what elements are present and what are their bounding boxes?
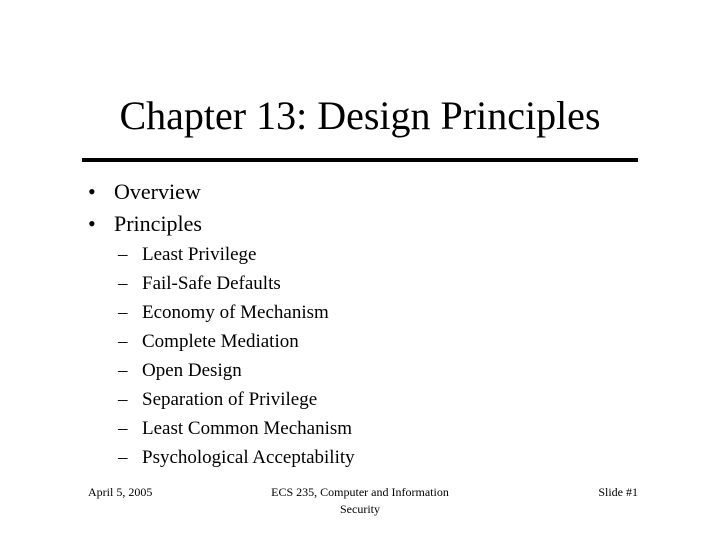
sub-bullet-text: Open Design [142, 360, 242, 381]
bullet-glyph: • [88, 179, 96, 204]
sub-bullet-text: Complete Mediation [142, 331, 299, 352]
footer-course-text: ECS 235, Computer and Information Security [271, 485, 449, 516]
list-item [88, 176, 648, 208]
sub-list-item [88, 298, 648, 327]
bullet-list [88, 176, 648, 472]
dash-glyph: – [118, 273, 128, 294]
sub-list-item [88, 385, 648, 414]
footer-slide-number: Slide #1 [598, 485, 638, 499]
dash-glyph: – [118, 302, 128, 323]
sub-list-item [88, 414, 648, 443]
dash-glyph: – [118, 360, 128, 381]
dash-glyph: – [118, 389, 128, 410]
sub-bullet-text: Least Common Mechanism [142, 418, 353, 439]
sub-list-item [88, 356, 648, 385]
footer-date: April 5, 2005 [88, 485, 153, 499]
dash-glyph: – [118, 447, 128, 468]
sub-list-item [88, 269, 648, 298]
bullet-text: Principles [114, 211, 202, 236]
bullet-text: Overview [114, 179, 201, 204]
sub-bullet-text: Economy of Mechanism [142, 302, 329, 323]
sub-list-item [88, 327, 648, 356]
bullet-glyph: • [88, 211, 96, 236]
sub-bullet-text: Fail-Safe Defaults [142, 273, 281, 294]
sub-list-item [88, 240, 648, 269]
dash-glyph: – [118, 418, 128, 439]
title-divider [82, 158, 638, 162]
list-item [88, 208, 648, 240]
sub-list-item [88, 443, 648, 472]
sub-bullet-text: Psychological Acceptability [142, 447, 355, 468]
dash-glyph: – [118, 244, 128, 265]
slide-title: Chapter 13: Design Principles [119, 93, 601, 138]
sub-bullet-text: Least Privilege [142, 244, 257, 265]
dash-glyph: – [118, 331, 128, 352]
sub-bullet-text: Separation of Privilege [142, 389, 318, 410]
